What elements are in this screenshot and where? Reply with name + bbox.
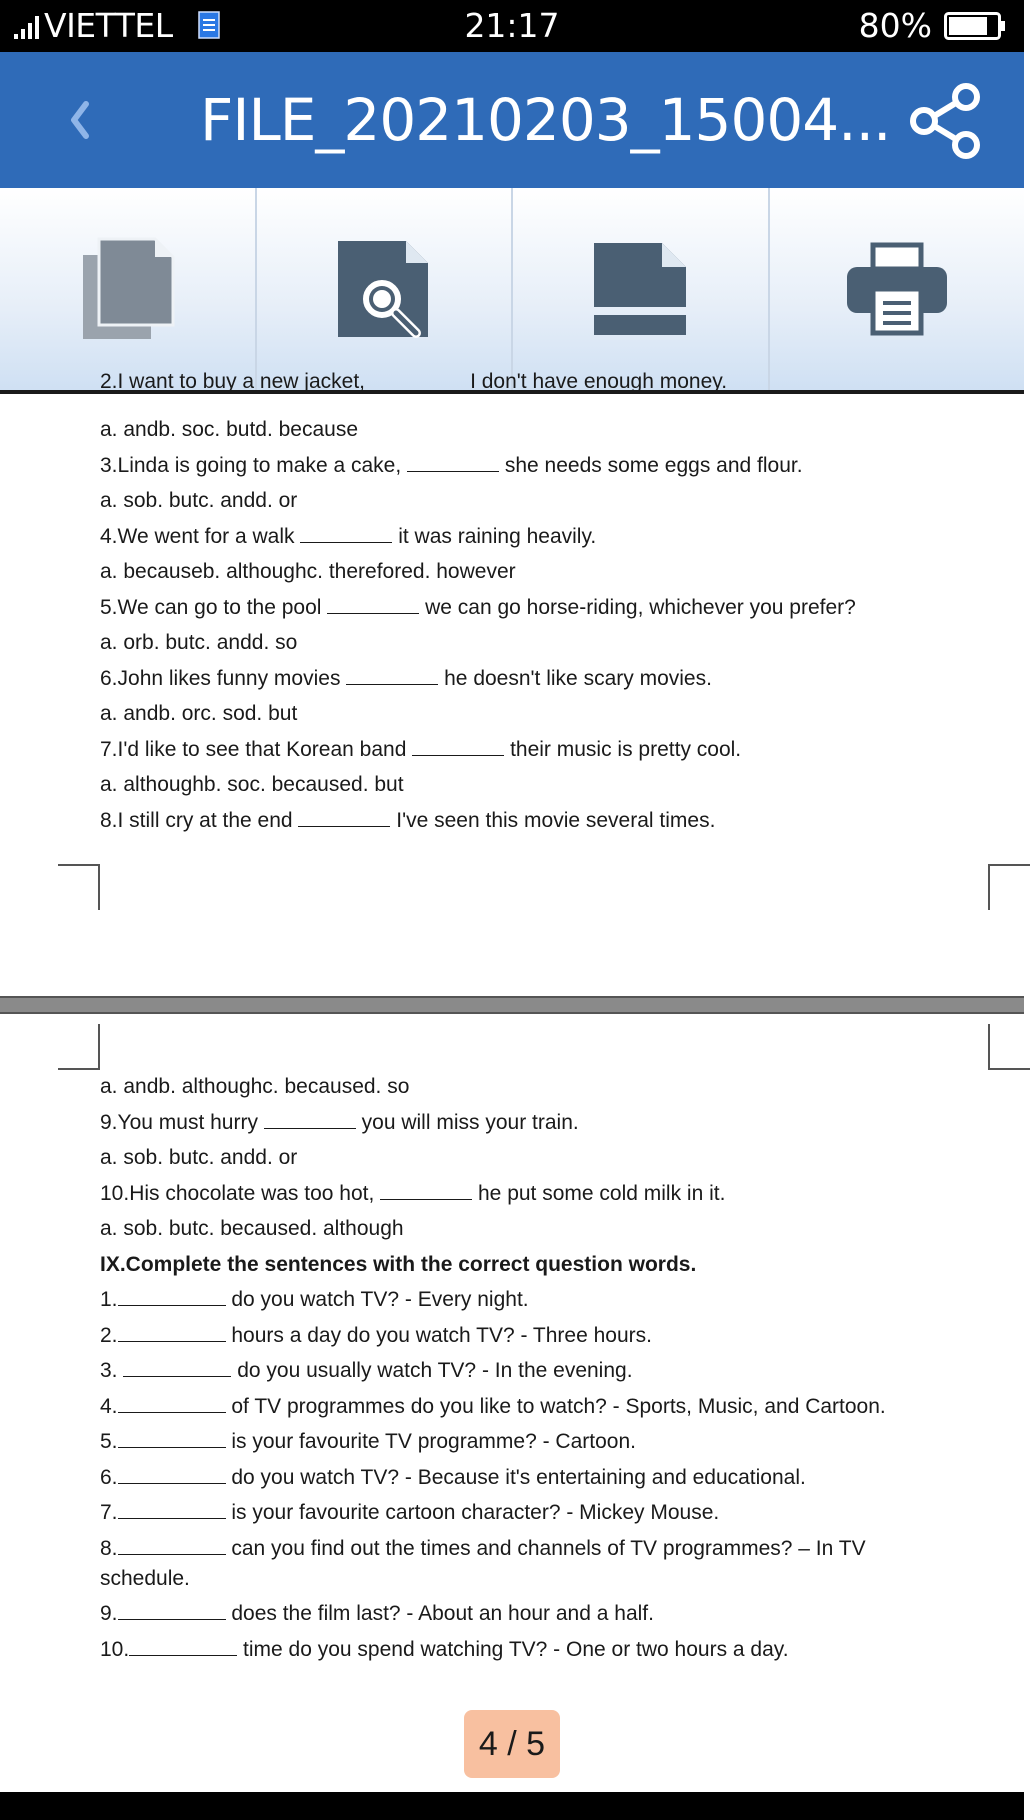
sentence-start: 5.We can go to the pool (100, 595, 328, 619)
page-indicator: 4 / 5 (464, 1710, 560, 1778)
document-fit-icon (592, 241, 688, 337)
sentence-end: it was raining heavily. (392, 524, 597, 548)
document-toolbar (0, 188, 1024, 394)
sentence-start: 8.I still cry at the end (100, 808, 299, 832)
exercise-sentence (100, 1602, 654, 1626)
exercise-sentence (100, 1501, 719, 1525)
answer-options: a. sob. butc. andd. or (100, 1146, 298, 1169)
sentence-end: is your favourite TV programme? - Cartoon. (225, 1430, 636, 1453)
exercise-sentence (100, 525, 596, 549)
sentence-start: 10.His chocolate was too hot, (100, 1181, 381, 1205)
sentence-end: we can go horse-riding, whichever you prefer? (419, 595, 856, 619)
clock: 21:17 (464, 6, 560, 45)
exercise-sentence (100, 1111, 579, 1135)
printer-icon (845, 243, 949, 335)
answer-blank (298, 825, 390, 827)
sentence-end: she needs some eggs and flour. (499, 453, 803, 477)
answer-blank (407, 470, 499, 472)
document-title: FILE_20210203_15004... (200, 86, 891, 154)
answer-blank (380, 1198, 472, 1200)
status-bar (0, 0, 1024, 52)
document-notification-icon (198, 11, 220, 39)
sentence-start: 8. (100, 1536, 118, 1560)
sentence-end: you will miss your train. (355, 1110, 579, 1134)
bottom-navigation-bar (0, 1792, 1024, 1820)
sentence-start: 4.We went for a walk (100, 524, 301, 548)
sentence-end: he put some cold milk in it. (472, 1181, 726, 1205)
answer-options: a. sob. butc. becaused. although (100, 1217, 404, 1240)
exercise-sentence (100, 809, 715, 833)
sentence-start: 7.I'd like to see that Korean band (100, 737, 413, 761)
partially-hidden-line: 2.I want to buy a new jacket, ________ I don't have enough money. (100, 370, 728, 393)
sentence-end: their music is pretty cool. (504, 737, 742, 761)
answer-blank (412, 754, 504, 756)
sentence-start: 3.Linda is going to make a cake, (100, 453, 408, 477)
sentence-end: does the film last? - About an hour and a half. (225, 1602, 654, 1625)
pages-button[interactable] (0, 188, 257, 390)
exercise-sentence (100, 1537, 866, 1561)
answer-options: a. andb. soc. butd. because (100, 418, 359, 441)
back-chevron-icon[interactable] (56, 82, 106, 158)
answer-blank (118, 1517, 226, 1519)
exercise-sentence (100, 454, 803, 478)
sentence-end: hours a day do you watch TV? - Three hours. (225, 1323, 652, 1347)
page-corner-mark (58, 1024, 100, 1070)
exercise-sentence (100, 1288, 529, 1312)
sentence-start: 3. (100, 1359, 124, 1382)
answer-blank (118, 1553, 226, 1555)
sentence-start: 9.You must hurry (100, 1110, 264, 1134)
sentence-start: 10. (100, 1637, 130, 1661)
signal-icon (14, 14, 40, 40)
exercise-sentence (100, 667, 712, 691)
copy-pages-icon (77, 237, 177, 341)
sentence-end: can you find out the times and channels of TV programmes? – In TV (225, 1536, 866, 1560)
sentence-end: do you usually watch TV? - In the evening. (231, 1359, 633, 1382)
sentence-start: 4. (100, 1394, 118, 1418)
exercise-sentence (100, 1182, 725, 1206)
sentence-end: of TV programmes do you like to watch? - Sports, Music, and Cartoon. (225, 1394, 886, 1418)
answer-options: a. becauseb. althoughc. therefored. however (100, 560, 516, 583)
answer-blank (264, 1127, 356, 1129)
answer-blank (123, 1375, 231, 1377)
exercise-sentence (100, 1466, 806, 1490)
sentence-start: 5. (100, 1430, 118, 1453)
answer-blank (118, 1304, 226, 1306)
sentence-end: is your favourite cartoon character? - Mickey Mouse. (225, 1501, 720, 1524)
page-corner-mark (988, 864, 1030, 910)
answer-blank (118, 1618, 226, 1620)
exercise-sentence (100, 1638, 789, 1662)
section-heading: IX.Complete the sentences with the correct question words. (100, 1252, 697, 1276)
search-document-button[interactable] (257, 188, 514, 390)
sentence-start: 2. (100, 1323, 118, 1347)
print-button[interactable] (770, 188, 1025, 390)
answer-blank (129, 1654, 237, 1656)
answer-options: a. orb. butc. andd. so (100, 631, 298, 654)
answer-blank (118, 1446, 226, 1448)
page-corner-mark (988, 1024, 1030, 1070)
sentence-start: 6.John likes funny movies (100, 666, 347, 690)
sentence-end: he doesn't like scary movies. (438, 666, 712, 690)
exercise-sentence (100, 1359, 633, 1383)
page-corner-mark (58, 864, 100, 910)
sentence-start: 9. (100, 1602, 118, 1625)
exercise-sentence (100, 1430, 636, 1454)
sentence-end: I've seen this movie several times. (390, 808, 716, 832)
answer-options: a. andb. althoughc. becaused. so (100, 1075, 410, 1098)
exercise-sentence (100, 1324, 652, 1348)
answer-blank (327, 612, 419, 614)
sentence-start: 7. (100, 1501, 118, 1524)
battery-icon (944, 12, 1006, 40)
answer-blank (300, 541, 392, 543)
exercise-sentence (100, 1395, 886, 1419)
answer-blank (118, 1482, 226, 1484)
answer-blank (118, 1411, 226, 1413)
sentence-start: 1. (100, 1288, 118, 1311)
sentence-end: do you watch TV? - Every night. (225, 1288, 529, 1311)
answer-blank (346, 683, 438, 685)
carrier-name: VIETTEL (44, 6, 173, 45)
exercise-sentence (100, 596, 856, 620)
sentence-start: 6. (100, 1465, 118, 1489)
answer-options: a. andb. orc. sod. but (100, 702, 298, 725)
exercise-sentence (100, 738, 741, 762)
page-view-button[interactable] (513, 188, 770, 390)
sentence-end: do you watch TV? - Because it's entertaining and educational. (225, 1465, 806, 1489)
sentence-end: time do you spend watching TV? - One or two hours a day. (237, 1637, 789, 1661)
answer-options: a. sob. butc. andd. or (100, 489, 298, 512)
battery-percent: 80% (858, 6, 932, 45)
page-separator (0, 996, 1024, 1014)
document-search-icon (336, 239, 432, 339)
answer-options: a. althoughb. soc. becaused. but (100, 773, 404, 796)
app-title-bar (0, 52, 1024, 188)
share-icon[interactable] (906, 80, 988, 162)
answer-blank (118, 1340, 226, 1342)
sentence-continuation: schedule. (100, 1567, 190, 1590)
